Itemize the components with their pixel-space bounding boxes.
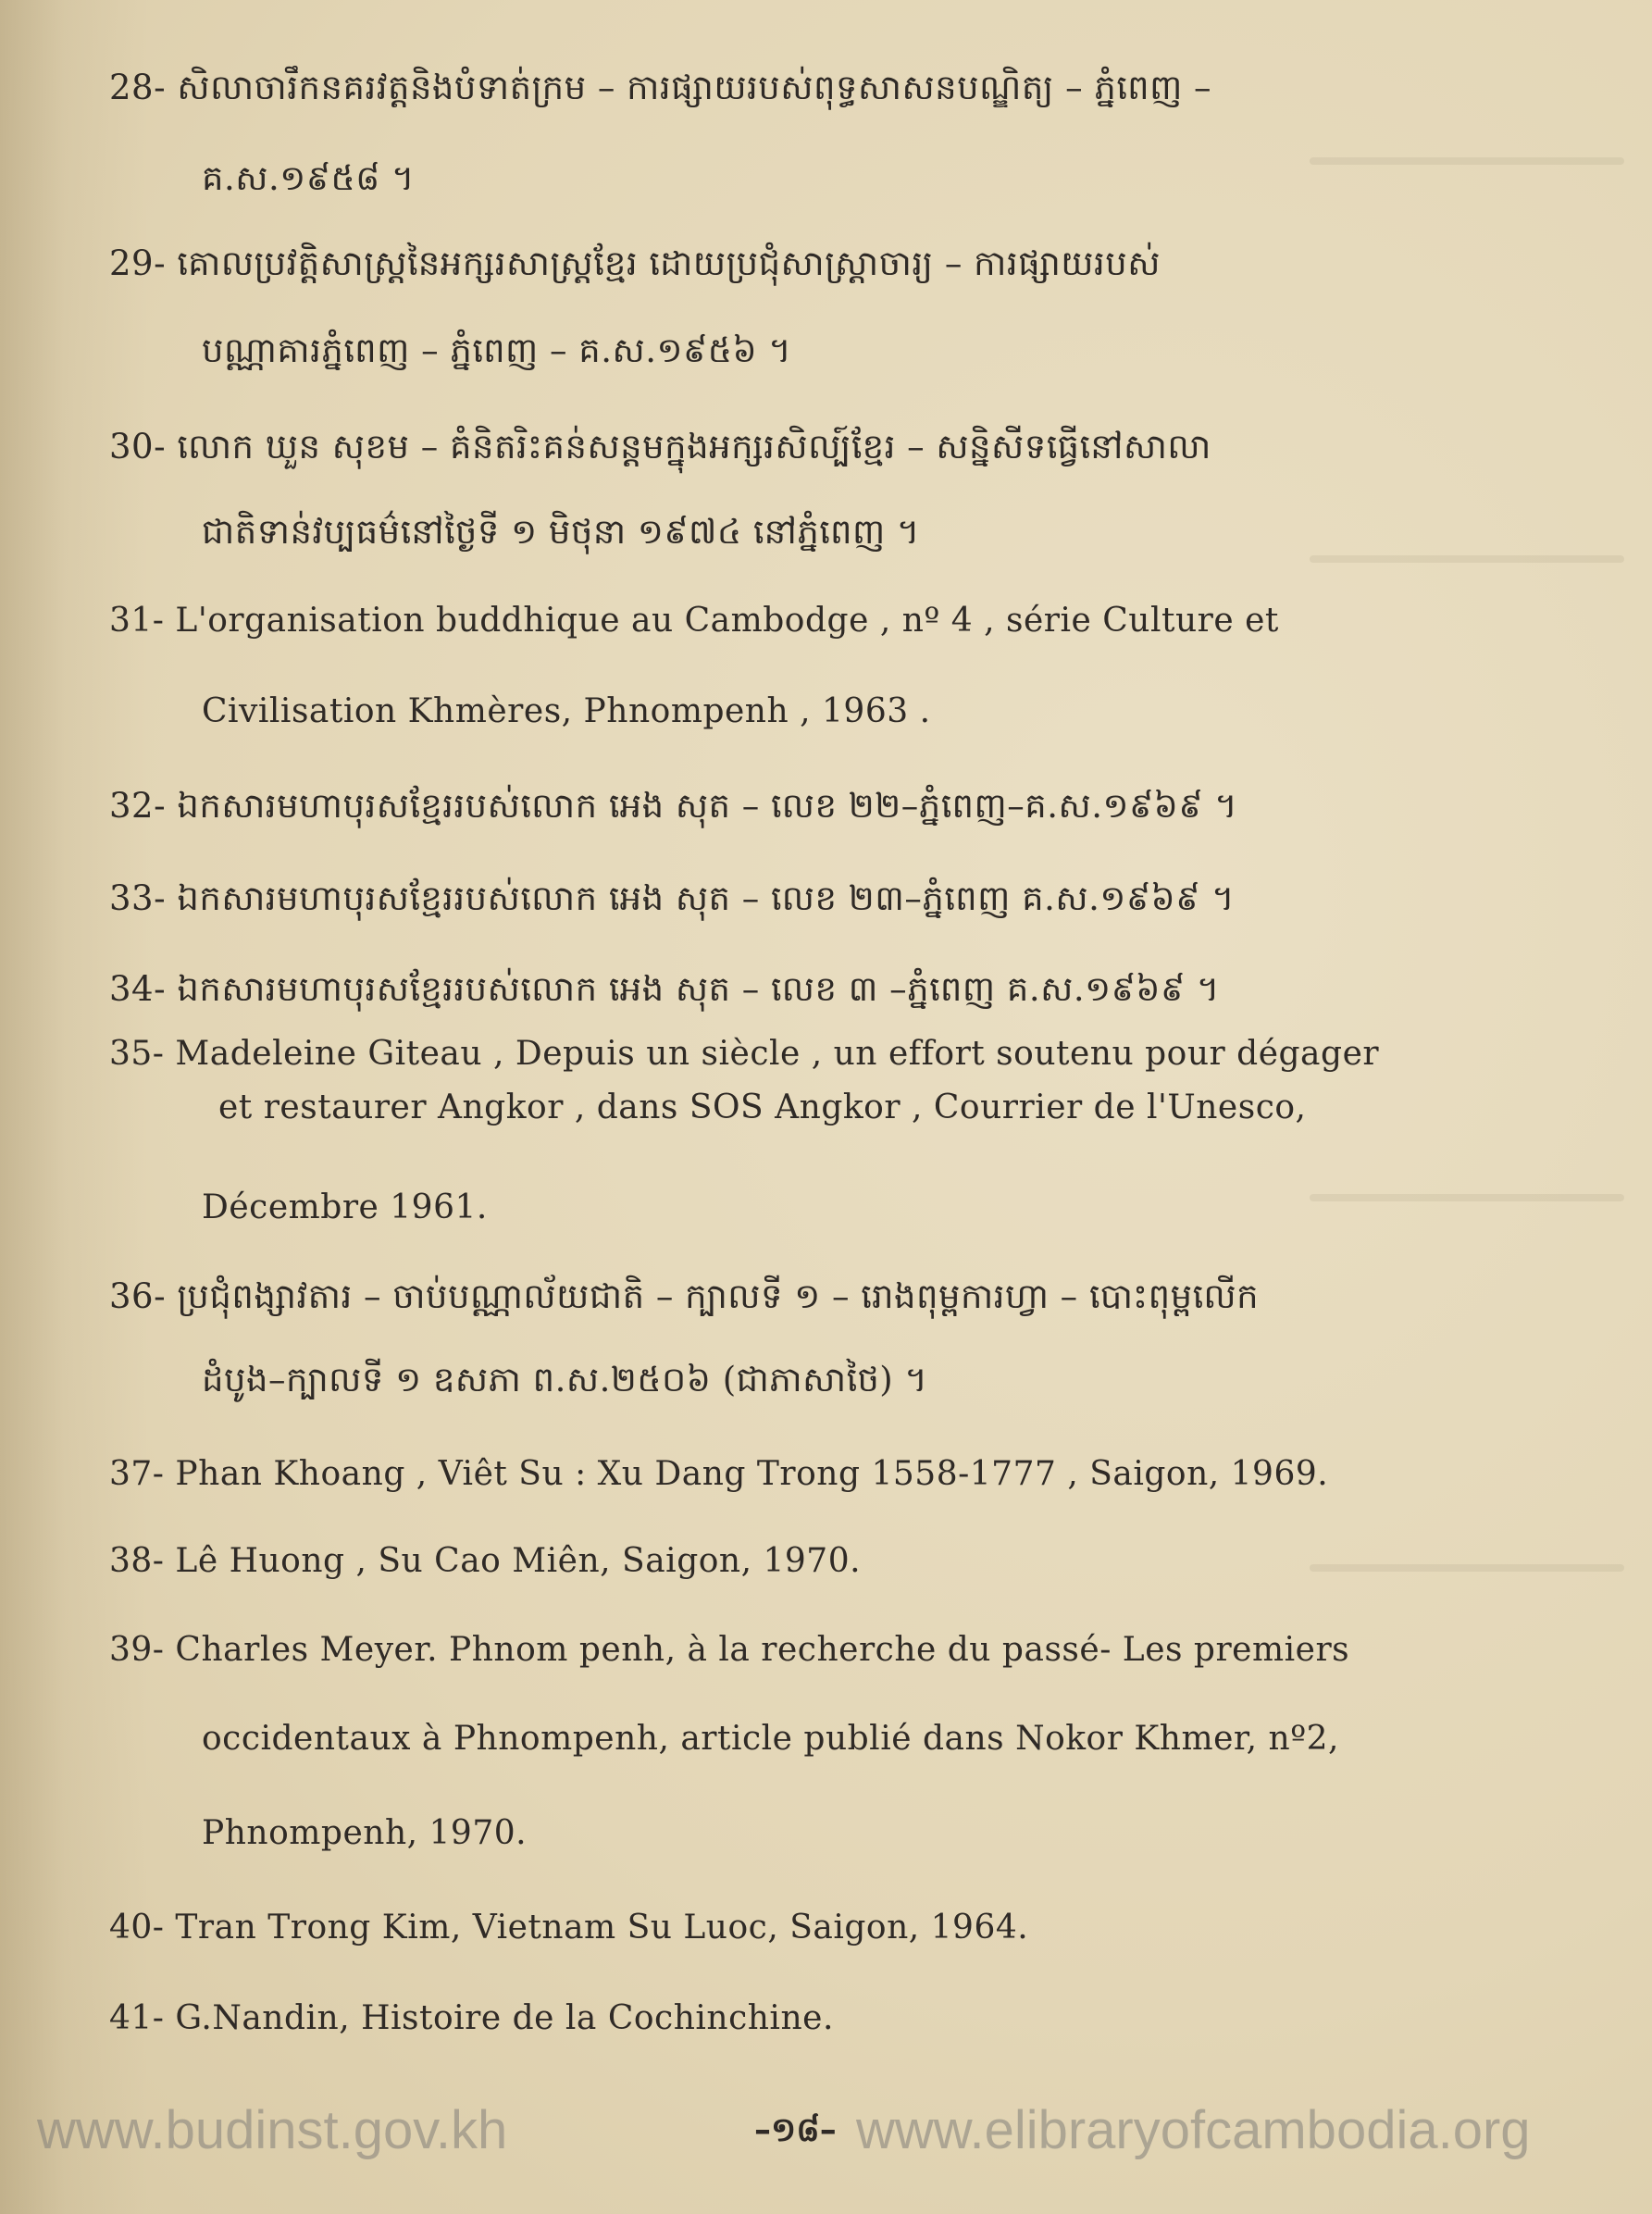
- entry-line: Phnompenh, 1970.: [202, 1814, 528, 1852]
- entry-line: 38- Lê Huong , Su Cao Miên, Saigon, 1970.: [109, 1542, 862, 1580]
- entry-line: 31- L'organisation buddhique au Cambodge , nº 4 , série Culture et: [109, 602, 1279, 640]
- entry-line: 33- ឯកសារមហាបុរសខ្មែររបស់លោក អេង សុត – លេខ ២៣–ភ្នំពេញ គ.ស.១៩៦៩ ។: [109, 878, 1236, 918]
- entry-line: Décembre 1961.: [202, 1188, 488, 1226]
- show-through-mark: [1310, 157, 1624, 165]
- entry-line: 29- គោលប្រវត្តិសាស្ត្រនៃអក្សរសាស្ត្រខ្មែរ ដោយប្រជុំសាស្ត្រាចារ្យ – ការផ្សាយរបស់: [109, 243, 1161, 283]
- page-number: –១៨–: [754, 2111, 837, 2149]
- entry-line: ជាតិទាន់វប្បធម៌នៅថ្ងៃទី ១ មិថុនា ១៩៧៤ នៅភ្នំពេញ ។: [202, 512, 920, 552]
- entry-line: 28- សិលាចារឹកនគរវត្តនិងបំទាត់ក្រម – ការផ្សាយរបស់ពុទ្ធសាសនបណ្ឌិត្យ – ភ្នំពេញ –: [109, 68, 1212, 107]
- page-footer: [0, 2099, 1652, 2164]
- entry-line: occidentaux à Phnompenh, article publié dans Nokor Khmer, nº2,: [202, 1720, 1340, 1758]
- entry-line: 32- ឯកសារមហាបុរសខ្មែររបស់លោក អេង សុត – លេខ ២២–ភ្នំពេញ–គ.ស.១៩៦៩ ។: [109, 786, 1238, 826]
- entry-line: គ.ស.១៩៥៨ ។: [202, 158, 415, 198]
- entry-line: បណ្ណាគារភ្នំពេញ – ភ្នំពេញ – គ.ស.១៩៥៦ ។: [202, 330, 792, 370]
- entry-line: 34- ឯកសារមហាបុរសខ្មែររបស់លោក អេង សុត – លេខ ៣ –ភ្នំពេញ គ.ស.១៩៦៩ ។: [109, 969, 1220, 1009]
- entry-line: 41- G.Nandin, Histoire de la Cochinchine.: [109, 1999, 834, 2037]
- entry-line: 30- លោក ឃួន សុខម – គំនិតរិះគន់សន្តមក្នុងអក្សរសិល្ប៍ខ្មែរ – សន្និសីទធ្វើនៅសាលា: [109, 427, 1211, 466]
- show-through-mark: [1310, 1564, 1624, 1572]
- show-through-mark: [1310, 555, 1624, 563]
- entry-line: 37- Phan Khoang , Viêt Su : Xu Dang Trong 1558-1777 , Saigon, 1969.: [109, 1455, 1329, 1493]
- entry-line: 39- Charles Meyer. Phnom penh, à la recherche du passé- Les premiers: [109, 1631, 1350, 1669]
- entry-line: 36- ប្រជុំពង្សាវតារ – ចាប់បណ្ណាល័យជាតិ – ក្បាលទី ១ – រោងពុម្ពការហ្វា – បោះពុម្ពលើក: [109, 1276, 1260, 1316]
- show-through-mark: [1310, 1194, 1624, 1201]
- entry-line: ដំបូង–ក្បាលទី ១ ឧសភា ព.ស.២៥០៦ (ជាភាសាថៃ) ។: [202, 1360, 928, 1399]
- entry-line: 35- Madeleine Giteau , Depuis un siècle , un effort soutenu pour dégager: [109, 1035, 1380, 1073]
- watermark-left: www.budinst.gov.kh: [37, 2100, 508, 2160]
- entry-line: Civilisation Khmères, Phnompenh , 1963 .: [202, 692, 931, 730]
- entry-line: et restaurer Angkor , dans SOS Angkor , Courrier de l'Unesco,: [218, 1088, 1307, 1126]
- watermark-right: www.elibraryofcambodia.org: [856, 2100, 1531, 2160]
- entry-line: 40- Tran Trong Kim, Vietnam Su Luoc, Saigon, 1964.: [109, 1909, 1029, 1947]
